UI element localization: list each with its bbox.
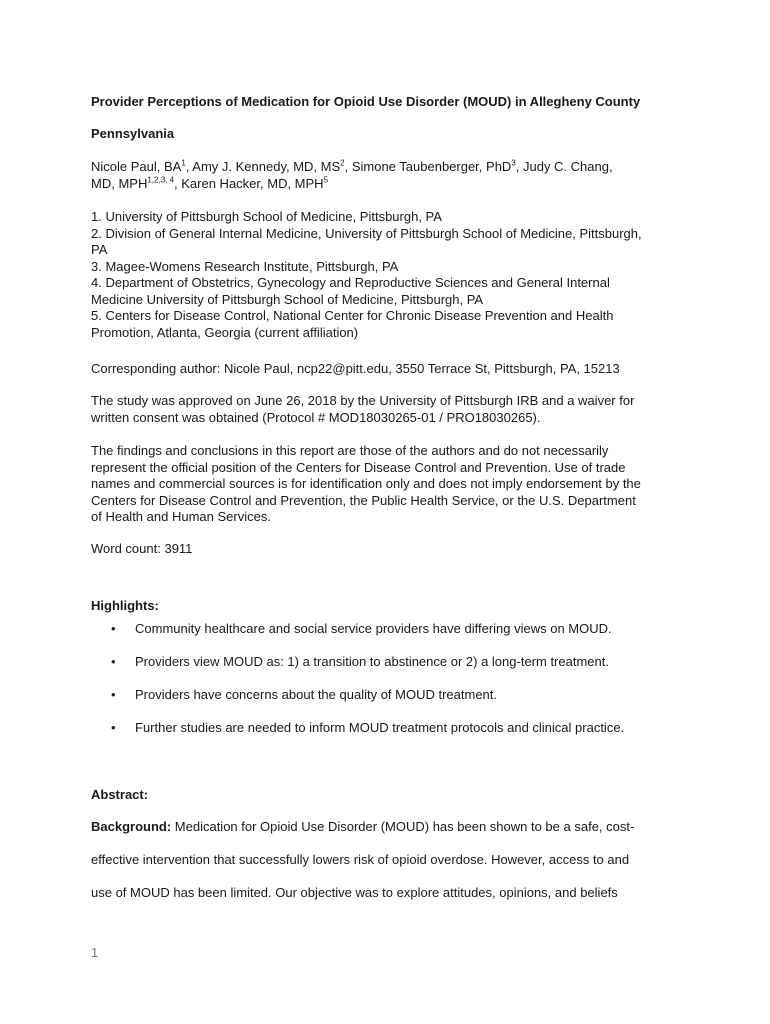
page-number: 1 (91, 945, 99, 960)
bullet-icon: • (111, 654, 116, 669)
abstract-heading-text: Abstract: (91, 787, 149, 802)
word-count-text: Word count: 3911 (91, 541, 193, 556)
bullet-icon: • (111, 720, 116, 735)
author-5-affil: 5 (323, 175, 329, 185)
word-count (91, 541, 691, 558)
irb-line-2: written consent was obtained (Protocol # MOD18030265-01 / PRO18030265). (91, 409, 541, 425)
author-4: , Judy C. Chang, (515, 159, 613, 174)
author-1: Nicole Paul, BA (91, 159, 182, 174)
highlight-item (91, 720, 711, 753)
disclaimer-line-2: represent the official position of the Centers for Disease Control and Prevention. Use of trade (91, 459, 626, 475)
affiliation-1: 1. University of Pittsburgh School of Medicine, Pittsburgh, PA (91, 209, 442, 224)
disclaimer-line-1: The findings and conclusions in this report are those of the authors and do not necessarily (91, 443, 609, 458)
highlight-text: Community healthcare and social service providers have differing views on MOUD. (135, 621, 612, 636)
highlight-item (91, 654, 711, 687)
author-2: , Amy J. Kennedy, MD, MS (185, 159, 341, 174)
highlight-text: Providers view MOUD as: 1) a transition to abstinence or 2) a long-term treatment. (135, 654, 609, 669)
title-line-1: Provider Perceptions of Medication for Opioid Use Disorder (MOUD) in Allegheny County (91, 94, 641, 109)
affiliation-2-cont: PA (91, 242, 108, 257)
affiliation-4-cont: Medicine University of Pittsburgh School of Medicine, Pittsburgh, PA (91, 291, 484, 307)
author-4-degree: MD, MPH (91, 175, 148, 191)
bullet-icon: • (111, 621, 116, 636)
author-1-affil: 1 (181, 158, 186, 168)
disclaimer-line-3: names and commercial sources is for identification only and does not imply endorsement by the (91, 476, 641, 491)
corresponding-author (91, 361, 711, 378)
author-list (91, 159, 711, 192)
author-5: , Karen Hacker, MD, MPH (174, 175, 324, 191)
highlight-text: Further studies are needed to inform MOUD treatment protocols and clinical practice. (135, 720, 625, 735)
author-4-affil: 1,2,3, 4 (147, 175, 175, 185)
highlight-item (91, 687, 711, 720)
abstract-heading (91, 787, 691, 804)
highlight-text: Providers have concerns about the quality of MOUD treatment. (135, 687, 498, 702)
highlights-heading (91, 598, 691, 615)
affiliation-3: 3. Magee-Womens Research Institute, Pittsburgh, PA (91, 258, 399, 274)
disclaimer-line-5: of Health and Human Services. (91, 509, 271, 524)
abstract-line-3: use of MOUD has been limited. Our objective was to explore attitudes, opinions, and beliefs (91, 885, 618, 900)
abstract-line-2: effective intervention that successfully lowers risk of opioid overdose. However, access to and (91, 852, 630, 867)
title-line-2: Pennsylvania (91, 126, 175, 141)
author-3-affil: 3 (511, 158, 516, 168)
highlight-item (91, 621, 711, 654)
author-3: , Simone Taubenberger, PhD (344, 159, 512, 174)
disclaimer (91, 443, 711, 526)
bullet-icon: • (111, 687, 116, 702)
irb-statement (91, 393, 711, 426)
irb-line-1: The study was approved on June 26, 2018 by the University of Pittsburgh IRB and a waiver for (91, 393, 635, 408)
paper-title-continued (91, 126, 691, 143)
affiliation-5-cont: Promotion, Atlanta, Georgia (current affiliation) (91, 324, 359, 340)
affiliation-5: 5. Centers for Disease Control, National Center for Chronic Disease Prevention and Health (91, 308, 614, 323)
abstract-background (91, 810, 711, 909)
affiliation-4: 4. Department of Obstetrics, Gynecology and Reproductive Sciences and General Internal (91, 275, 610, 290)
disclaimer-line-4: Centers for Disease Control and Prevention, the Public Health Service, or the U.S. Department (91, 492, 636, 508)
background-label: Background: (91, 819, 172, 834)
affiliations (91, 209, 711, 341)
corresponding-author-text: Corresponding author: Nicole Paul, ncp22@pitt.edu, 3550 Terrace St, Pittsburgh, PA, 15213 (91, 361, 620, 376)
affiliation-2: 2. Division of General Internal Medicine, University of Pittsburgh School of Medicine, Pittsburgh, (91, 225, 642, 241)
highlights-list (91, 621, 711, 753)
paper-title (91, 94, 731, 111)
abstract-line-1: Medication for Opioid Use Disorder (MOUD) has been shown to be a safe, cost- (171, 819, 635, 834)
author-2-affil: 2 (340, 158, 345, 168)
highlights-heading-text: Highlights: (91, 598, 159, 613)
